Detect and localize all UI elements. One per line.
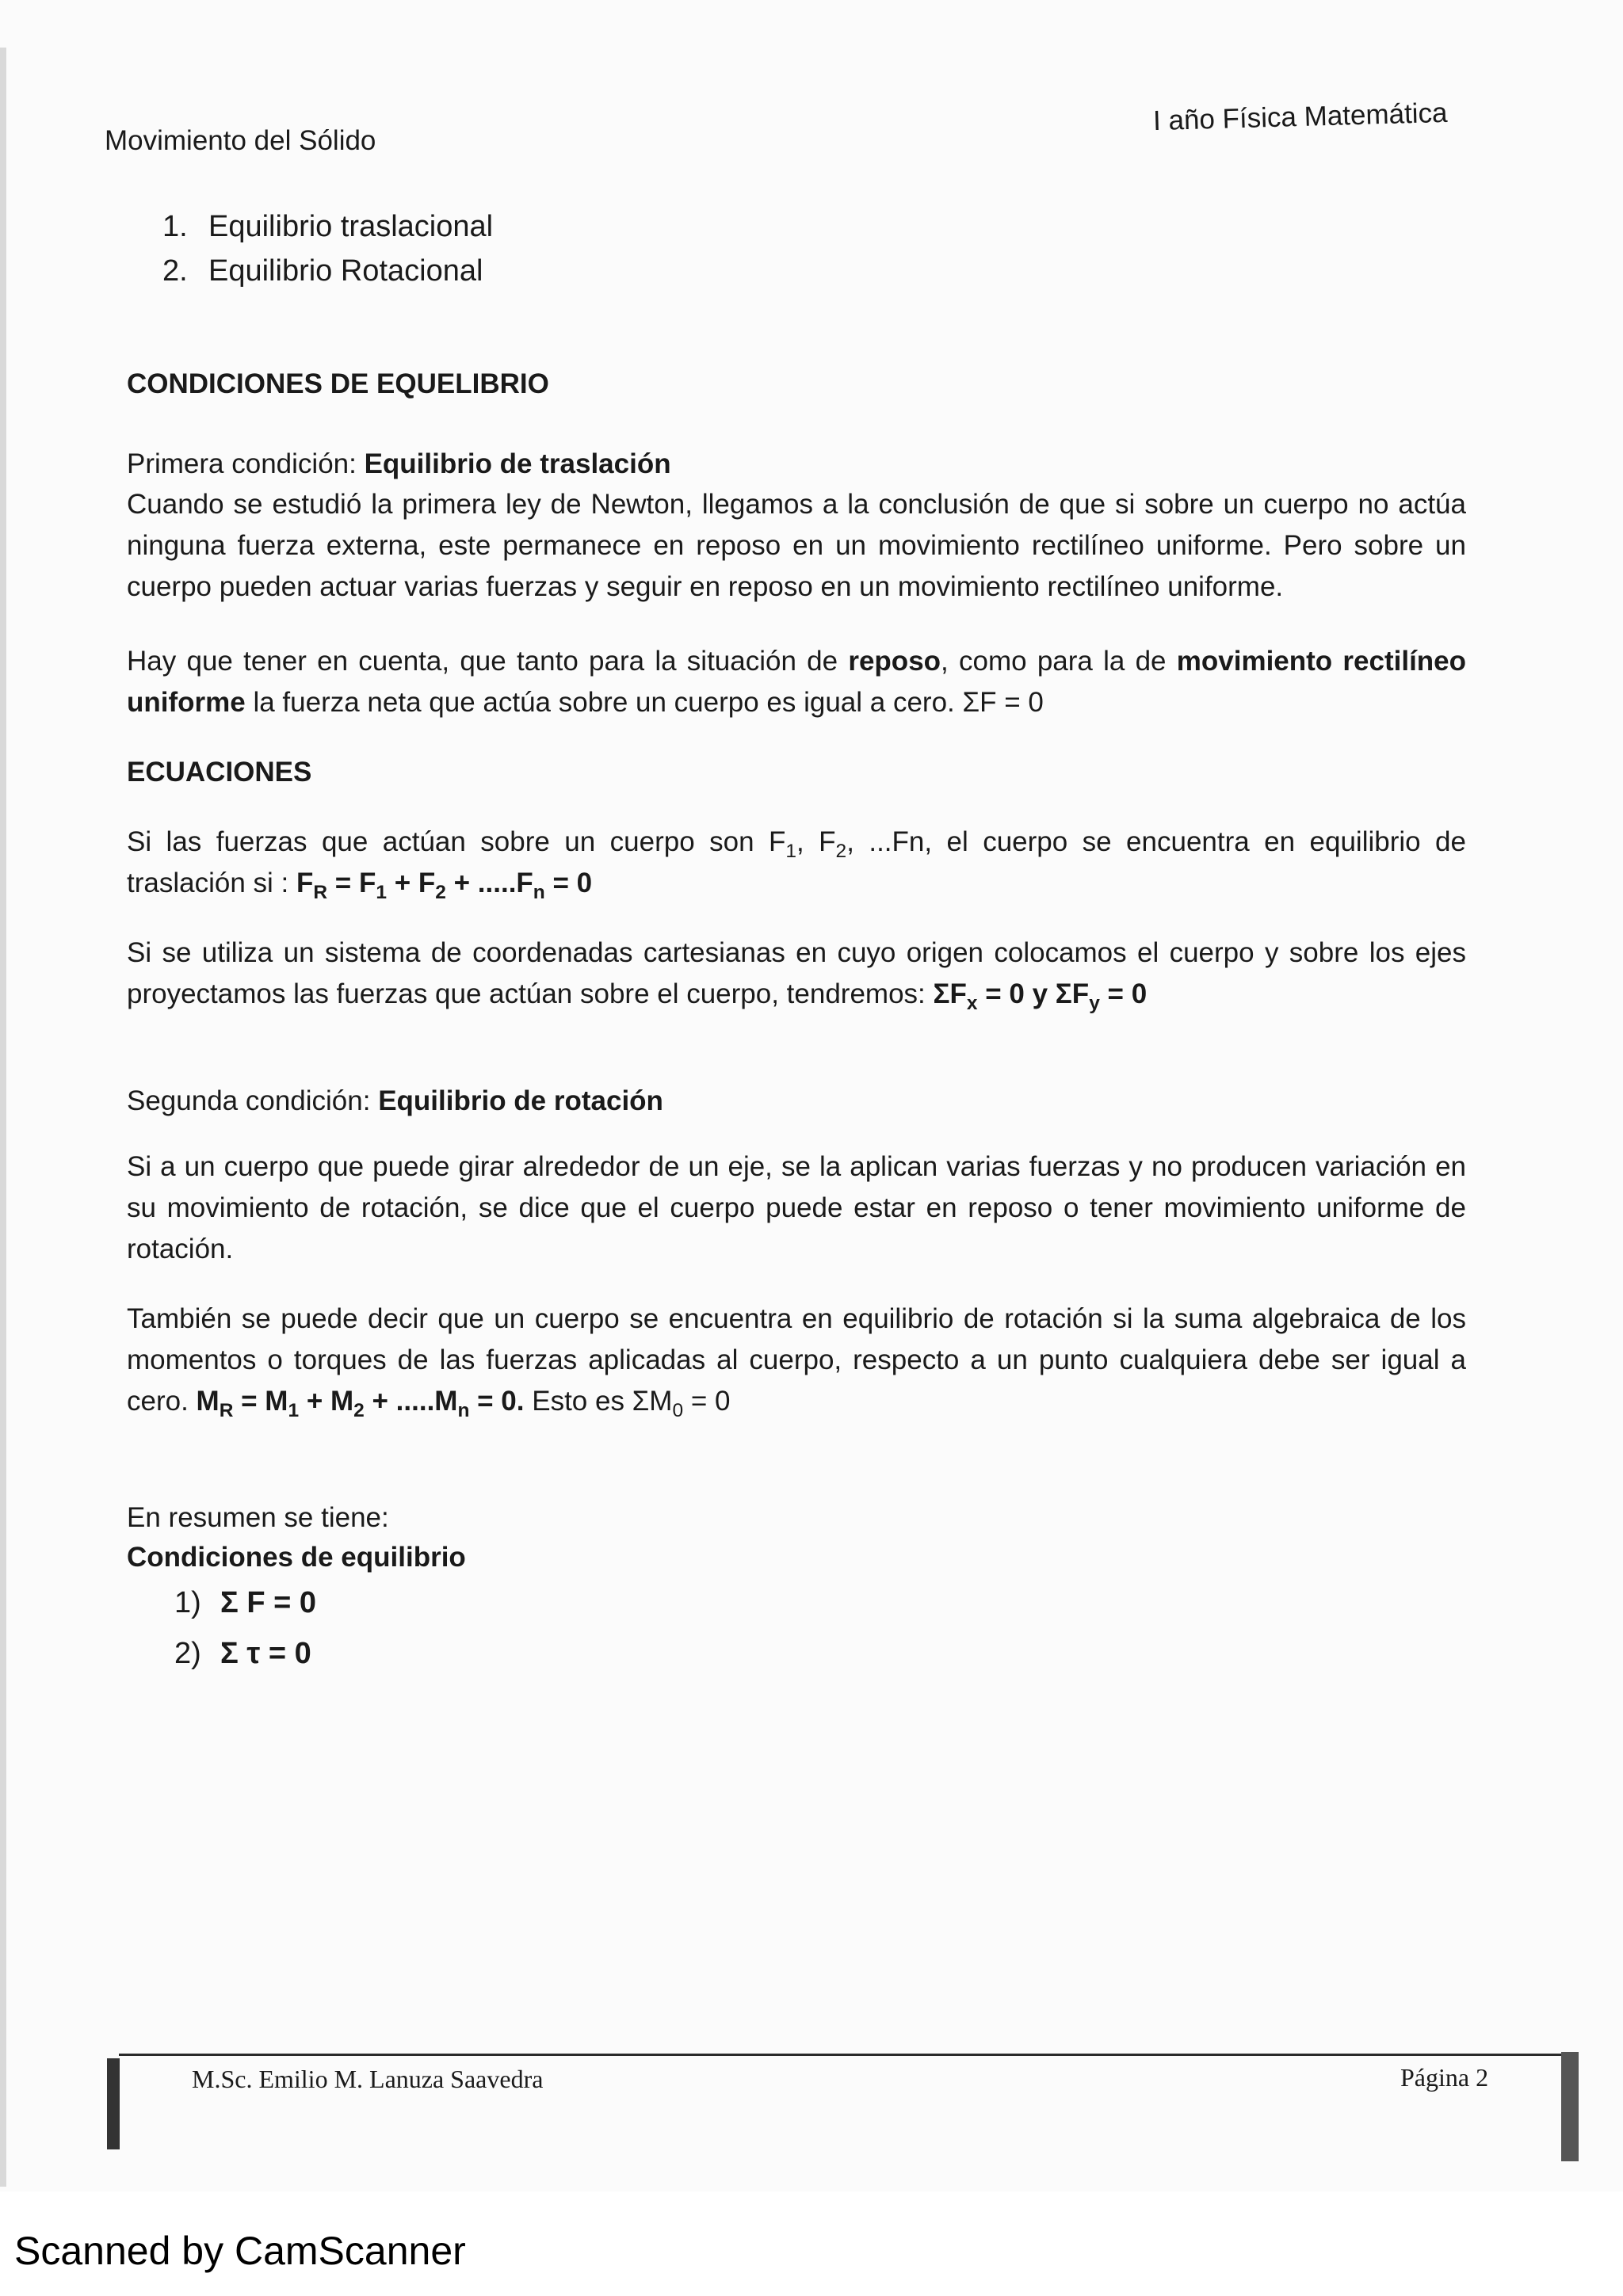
equations-title: ECUACIONES [127,757,312,788]
second-condition-heading: Segunda condición: Equilibrio de rotación [127,1085,663,1116]
binder-mark-left [107,2058,120,2149]
scanner-watermark: Scanned by CamScanner [14,2229,466,2273]
torque-paragraph: También se puede decir que un cuerpo se encuentra en equilibrio de rotación si la suma algebraica de los momentos o torques de las fuerzas aplicadas al cuerpo, respecto a un punto cualquiera debe ser igual a cero. $M_R = M_1 + M_2 + .....M_n = 0$. Esto es $\Sigma M_0 = 0$ [127,1303,1466,1421]
intro-list [162,204,493,293]
section-title: CONDICIONES DE EQUELIBRIO [127,368,549,399]
list-item: 1) Σ F = 0 [174,1586,317,1619]
second-condition-paragraph: Si a un cuerpo que puede girar alrededor de un eje, se la aplican varias fuerzas y no producen variación en su movimiento de rotación, se dice que el cuerpo puede estar en reposo o tener movimiento uniforme de rotación. [127,1151,1466,1264]
equations-paragraph-2: Si se utiliza un sistema de coordenadas cartesianas en cuyo origen colocamos el cuerpo y sobre los ejes proyectamos las fuerzas que actúan sobre el cuerpo, tendremos: $\Sigma F_x = 0$ y $\Sigma F_y = 0$ [127,937,1466,1014]
footer-rule [119,2054,1569,2056]
binder-mark-right [1561,2052,1579,2161]
first-condition-heading: Primera condición: Equilibrio de traslación [127,448,671,479]
list-item: 2) Σ τ = 0 [174,1637,311,1670]
list-item: 1. Equilibrio traslacional [162,210,494,243]
header-course-topic: Movimiento del Sólido [105,125,376,156]
footer-page-number: Página 2 [1400,2063,1489,2092]
footer-author: M.Sc. Emilio M. Lanuza Saavedra [192,2065,544,2093]
page-edge-shadow [0,48,6,2187]
summary-title: Condiciones de equilibrio [127,1542,466,1573]
list-item: 2. Equilibrio Rotacional [162,254,483,288]
header-course-level: I año Física Matemática [1152,97,1449,137]
first-condition-paragraph: Cuando se estudió la primera ley de Newton, llegamos a la conclusión de que si sobre un cuerpo no actúa ninguna fuerza externa, este permanece en reposo en un movimiento rectilíneo uniforme. Pero sobre un cuerpo pueden actuar varias fuerzas y seguir en reposo en un movimiento rectilíneo uniforme. [127,489,1466,602]
summary-list [127,1577,1466,1679]
equations-paragraph-1: Si las fuerzas que actúan sobre un cuerpo son $F_1$, $F_2$, ...Fn, el cuerpo se encuentra en equilibrio de traslación si : $F_R = F_1 + F_2 + .....F_n = 0$ [127,826,1466,903]
document-body [127,368,1466,1679]
net-force-note: Hay que tener en cuenta, que tanto para la situación de reposo, como para la de movimiento rectilíneo uniforme la fuerza neta que actúa sobre un cuerpo es igual a cero. ΣF = 0 [127,646,1467,718]
summary-intro: En resumen se tiene: [127,1502,389,1533]
